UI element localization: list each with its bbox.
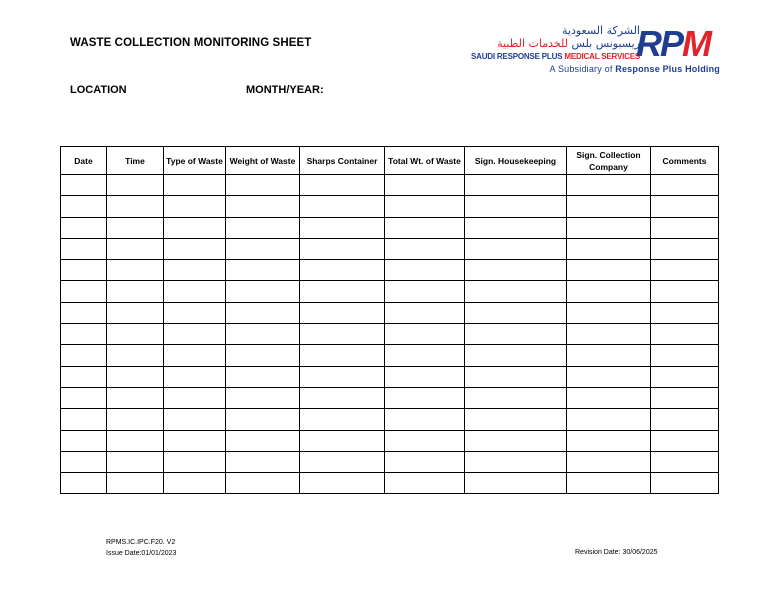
table-cell[interactable] xyxy=(385,281,465,302)
table-cell[interactable] xyxy=(567,175,651,196)
logo-arabic-line2a: ريسبونس بلس xyxy=(571,37,640,50)
table-cell[interactable] xyxy=(61,345,107,366)
table-row xyxy=(61,430,719,451)
table-cell[interactable] xyxy=(651,387,719,408)
table-cell[interactable] xyxy=(226,409,300,430)
table-cell[interactable] xyxy=(107,238,164,259)
form-code: RPMS.IC.IPC.F20. V2 xyxy=(106,539,176,546)
table-row xyxy=(61,196,719,217)
table-cell[interactable] xyxy=(385,196,465,217)
col-header-comments: Comments xyxy=(651,147,719,175)
table-cell[interactable] xyxy=(226,175,300,196)
table-cell[interactable] xyxy=(300,366,385,387)
table-cell[interactable] xyxy=(300,281,385,302)
table-cell[interactable] xyxy=(300,302,385,323)
table-cell[interactable] xyxy=(651,175,719,196)
table-cell[interactable] xyxy=(651,451,719,472)
table-cell[interactable] xyxy=(300,473,385,494)
table-cell[interactable] xyxy=(385,366,465,387)
col-header-weight-of-waste: Weight of Waste xyxy=(226,147,300,175)
table-cell[interactable] xyxy=(164,324,226,345)
table-cell[interactable] xyxy=(300,324,385,345)
table-cell[interactable] xyxy=(164,366,226,387)
table-cell[interactable] xyxy=(61,175,107,196)
table-cell[interactable] xyxy=(61,366,107,387)
month-year-label: MONTH/YEAR: xyxy=(246,84,324,96)
table-row xyxy=(61,324,719,345)
table-cell[interactable] xyxy=(300,196,385,217)
table-cell[interactable] xyxy=(61,430,107,451)
table-cell[interactable] xyxy=(651,345,719,366)
table-cell[interactable] xyxy=(651,196,719,217)
table-cell[interactable] xyxy=(61,302,107,323)
col-header-sign-housekeeping: Sign. Housekeeping xyxy=(465,147,567,175)
table-cell[interactable] xyxy=(164,302,226,323)
table-cell[interactable] xyxy=(300,238,385,259)
logo-arabic-line2 xyxy=(497,37,640,50)
table-cell[interactable] xyxy=(107,345,164,366)
col-header-sign-collection-company: Sign. Collection Company xyxy=(567,147,651,175)
table-cell[interactable] xyxy=(465,387,567,408)
table-cell[interactable] xyxy=(107,302,164,323)
table-cell[interactable] xyxy=(164,175,226,196)
table-cell[interactable] xyxy=(226,260,300,281)
logo-mark-m: M xyxy=(682,23,711,64)
company-logo xyxy=(470,24,732,80)
table-cell[interactable] xyxy=(226,324,300,345)
table-cell[interactable] xyxy=(385,430,465,451)
page-title: WASTE COLLECTION MONITORING SHEET xyxy=(70,37,312,49)
table-cell[interactable] xyxy=(465,175,567,196)
table-cell[interactable] xyxy=(226,217,300,238)
table-cell[interactable] xyxy=(385,451,465,472)
table-cell[interactable] xyxy=(107,281,164,302)
table-cell[interactable] xyxy=(465,366,567,387)
table-cell[interactable] xyxy=(385,473,465,494)
table-cell[interactable] xyxy=(61,238,107,259)
logo-arabic-line1: الشركة السعودية xyxy=(562,24,640,37)
table-cell[interactable] xyxy=(465,451,567,472)
table-cell[interactable] xyxy=(300,451,385,472)
table-cell[interactable] xyxy=(61,260,107,281)
table-cell[interactable] xyxy=(385,409,465,430)
table-cell[interactable] xyxy=(164,409,226,430)
table-cell[interactable] xyxy=(107,260,164,281)
table-cell[interactable] xyxy=(567,473,651,494)
table-cell[interactable] xyxy=(300,345,385,366)
table-cell[interactable] xyxy=(385,175,465,196)
table-cell[interactable] xyxy=(107,196,164,217)
logo-english-red: MEDICAL SERVICES xyxy=(564,52,640,61)
col-header-total-weight: Total Wt. of Waste xyxy=(385,147,465,175)
table-cell[interactable] xyxy=(61,324,107,345)
table-row xyxy=(61,175,719,196)
col-header-date: Date xyxy=(61,147,107,175)
table-cell[interactable] xyxy=(465,196,567,217)
logo-mark xyxy=(636,23,722,64)
issue-date: Issue Date:01/01/2023 xyxy=(106,550,177,557)
table-cell[interactable] xyxy=(567,430,651,451)
table-cell[interactable] xyxy=(567,387,651,408)
table-cell[interactable] xyxy=(164,451,226,472)
table-cell[interactable] xyxy=(164,387,226,408)
waste-log-table xyxy=(60,146,719,494)
table-cell[interactable] xyxy=(567,238,651,259)
logo-arabic-line2b: للخدمات الطبية xyxy=(497,37,568,50)
location-label: LOCATION xyxy=(70,84,127,96)
table-cell[interactable] xyxy=(61,281,107,302)
table-cell[interactable] xyxy=(465,473,567,494)
table-cell[interactable] xyxy=(164,281,226,302)
table-cell[interactable] xyxy=(567,302,651,323)
table-cell[interactable] xyxy=(226,473,300,494)
table-cell[interactable] xyxy=(300,217,385,238)
table-cell[interactable] xyxy=(300,175,385,196)
logo-arabic-name xyxy=(497,24,640,50)
table-cell[interactable] xyxy=(385,345,465,366)
table-header-row xyxy=(61,147,719,175)
table-cell[interactable] xyxy=(226,366,300,387)
table-cell[interactable] xyxy=(61,196,107,217)
table-cell[interactable] xyxy=(61,451,107,472)
table-cell[interactable] xyxy=(567,451,651,472)
table-cell[interactable] xyxy=(465,217,567,238)
table-cell[interactable] xyxy=(61,217,107,238)
table-cell[interactable] xyxy=(385,387,465,408)
table-cell[interactable] xyxy=(164,345,226,366)
table-cell[interactable] xyxy=(107,387,164,408)
table-cell[interactable] xyxy=(226,345,300,366)
table-cell[interactable] xyxy=(107,473,164,494)
table-cell[interactable] xyxy=(226,238,300,259)
table-cell[interactable] xyxy=(385,324,465,345)
table-row xyxy=(61,409,719,430)
table-row xyxy=(61,260,719,281)
table-cell[interactable] xyxy=(300,409,385,430)
form-info xyxy=(106,537,176,559)
table-cell[interactable] xyxy=(107,324,164,345)
table-cell[interactable] xyxy=(61,409,107,430)
table-cell[interactable] xyxy=(107,175,164,196)
table-cell[interactable] xyxy=(385,238,465,259)
table-cell[interactable] xyxy=(651,473,719,494)
table-cell[interactable] xyxy=(107,217,164,238)
table-cell[interactable] xyxy=(651,324,719,345)
table-cell[interactable] xyxy=(465,409,567,430)
table-cell[interactable] xyxy=(567,324,651,345)
table-row xyxy=(61,302,719,323)
col-header-type-of-waste: Type of Waste xyxy=(164,147,226,175)
table-cell[interactable] xyxy=(651,302,719,323)
col-header-time: Time xyxy=(107,147,164,175)
table-cell[interactable] xyxy=(164,217,226,238)
table-cell[interactable] xyxy=(226,387,300,408)
logo-english-blue: SAUDI RESPONSE PLUS xyxy=(470,52,563,61)
table-cell[interactable] xyxy=(107,451,164,472)
table-cell[interactable] xyxy=(567,345,651,366)
table-row xyxy=(61,345,719,366)
table-body xyxy=(61,175,719,494)
table-cell[interactable] xyxy=(651,238,719,259)
table-row xyxy=(61,473,719,494)
table-cell[interactable] xyxy=(465,324,567,345)
table-cell[interactable] xyxy=(567,196,651,217)
table-cell[interactable] xyxy=(300,387,385,408)
table-cell[interactable] xyxy=(385,302,465,323)
table-cell[interactable] xyxy=(107,409,164,430)
table-row xyxy=(61,366,719,387)
table-cell[interactable] xyxy=(107,366,164,387)
table-cell[interactable] xyxy=(465,281,567,302)
table-cell[interactable] xyxy=(107,430,164,451)
table-cell[interactable] xyxy=(465,430,567,451)
table-cell[interactable] xyxy=(567,260,651,281)
table-cell[interactable] xyxy=(164,260,226,281)
table-cell[interactable] xyxy=(164,238,226,259)
logo-mark-rp: RP xyxy=(636,23,683,64)
table-cell[interactable] xyxy=(164,196,226,217)
table-cell[interactable] xyxy=(300,430,385,451)
table-cell[interactable] xyxy=(465,238,567,259)
table-cell[interactable] xyxy=(300,260,385,281)
table-cell[interactable] xyxy=(651,260,719,281)
table-row xyxy=(61,387,719,408)
table-row xyxy=(61,238,719,259)
table-cell[interactable] xyxy=(651,366,719,387)
revision-date: Revision Date: 30/06/2025 xyxy=(575,549,658,556)
table-cell[interactable] xyxy=(226,281,300,302)
table-cell[interactable] xyxy=(567,409,651,430)
table-cell[interactable] xyxy=(385,260,465,281)
table-cell[interactable] xyxy=(651,409,719,430)
logo-subsidiary-prefix: A Subsidiary of xyxy=(549,64,613,74)
table-cell[interactable] xyxy=(61,387,107,408)
logo-subsidiary xyxy=(550,64,720,74)
table-cell[interactable] xyxy=(651,281,719,302)
table-cell[interactable] xyxy=(226,196,300,217)
table-cell[interactable] xyxy=(226,302,300,323)
logo-subsidiary-holding: Response Plus Holding xyxy=(615,64,720,74)
table-cell[interactable] xyxy=(465,260,567,281)
table-row xyxy=(61,217,719,238)
col-header-sharps-container: Sharps Container xyxy=(300,147,385,175)
table-row xyxy=(61,451,719,472)
table-cell[interactable] xyxy=(61,473,107,494)
table-cell[interactable] xyxy=(567,366,651,387)
table-cell[interactable] xyxy=(651,217,719,238)
table-cell[interactable] xyxy=(226,430,300,451)
table-cell[interactable] xyxy=(567,217,651,238)
table-cell[interactable] xyxy=(164,473,226,494)
table-cell[interactable] xyxy=(385,217,465,238)
table-cell[interactable] xyxy=(226,451,300,472)
table-cell[interactable] xyxy=(465,302,567,323)
logo-english-name xyxy=(471,52,640,61)
table-row xyxy=(61,281,719,302)
table-cell[interactable] xyxy=(567,281,651,302)
table-cell[interactable] xyxy=(651,430,719,451)
table-cell[interactable] xyxy=(465,345,567,366)
table-cell[interactable] xyxy=(164,430,226,451)
